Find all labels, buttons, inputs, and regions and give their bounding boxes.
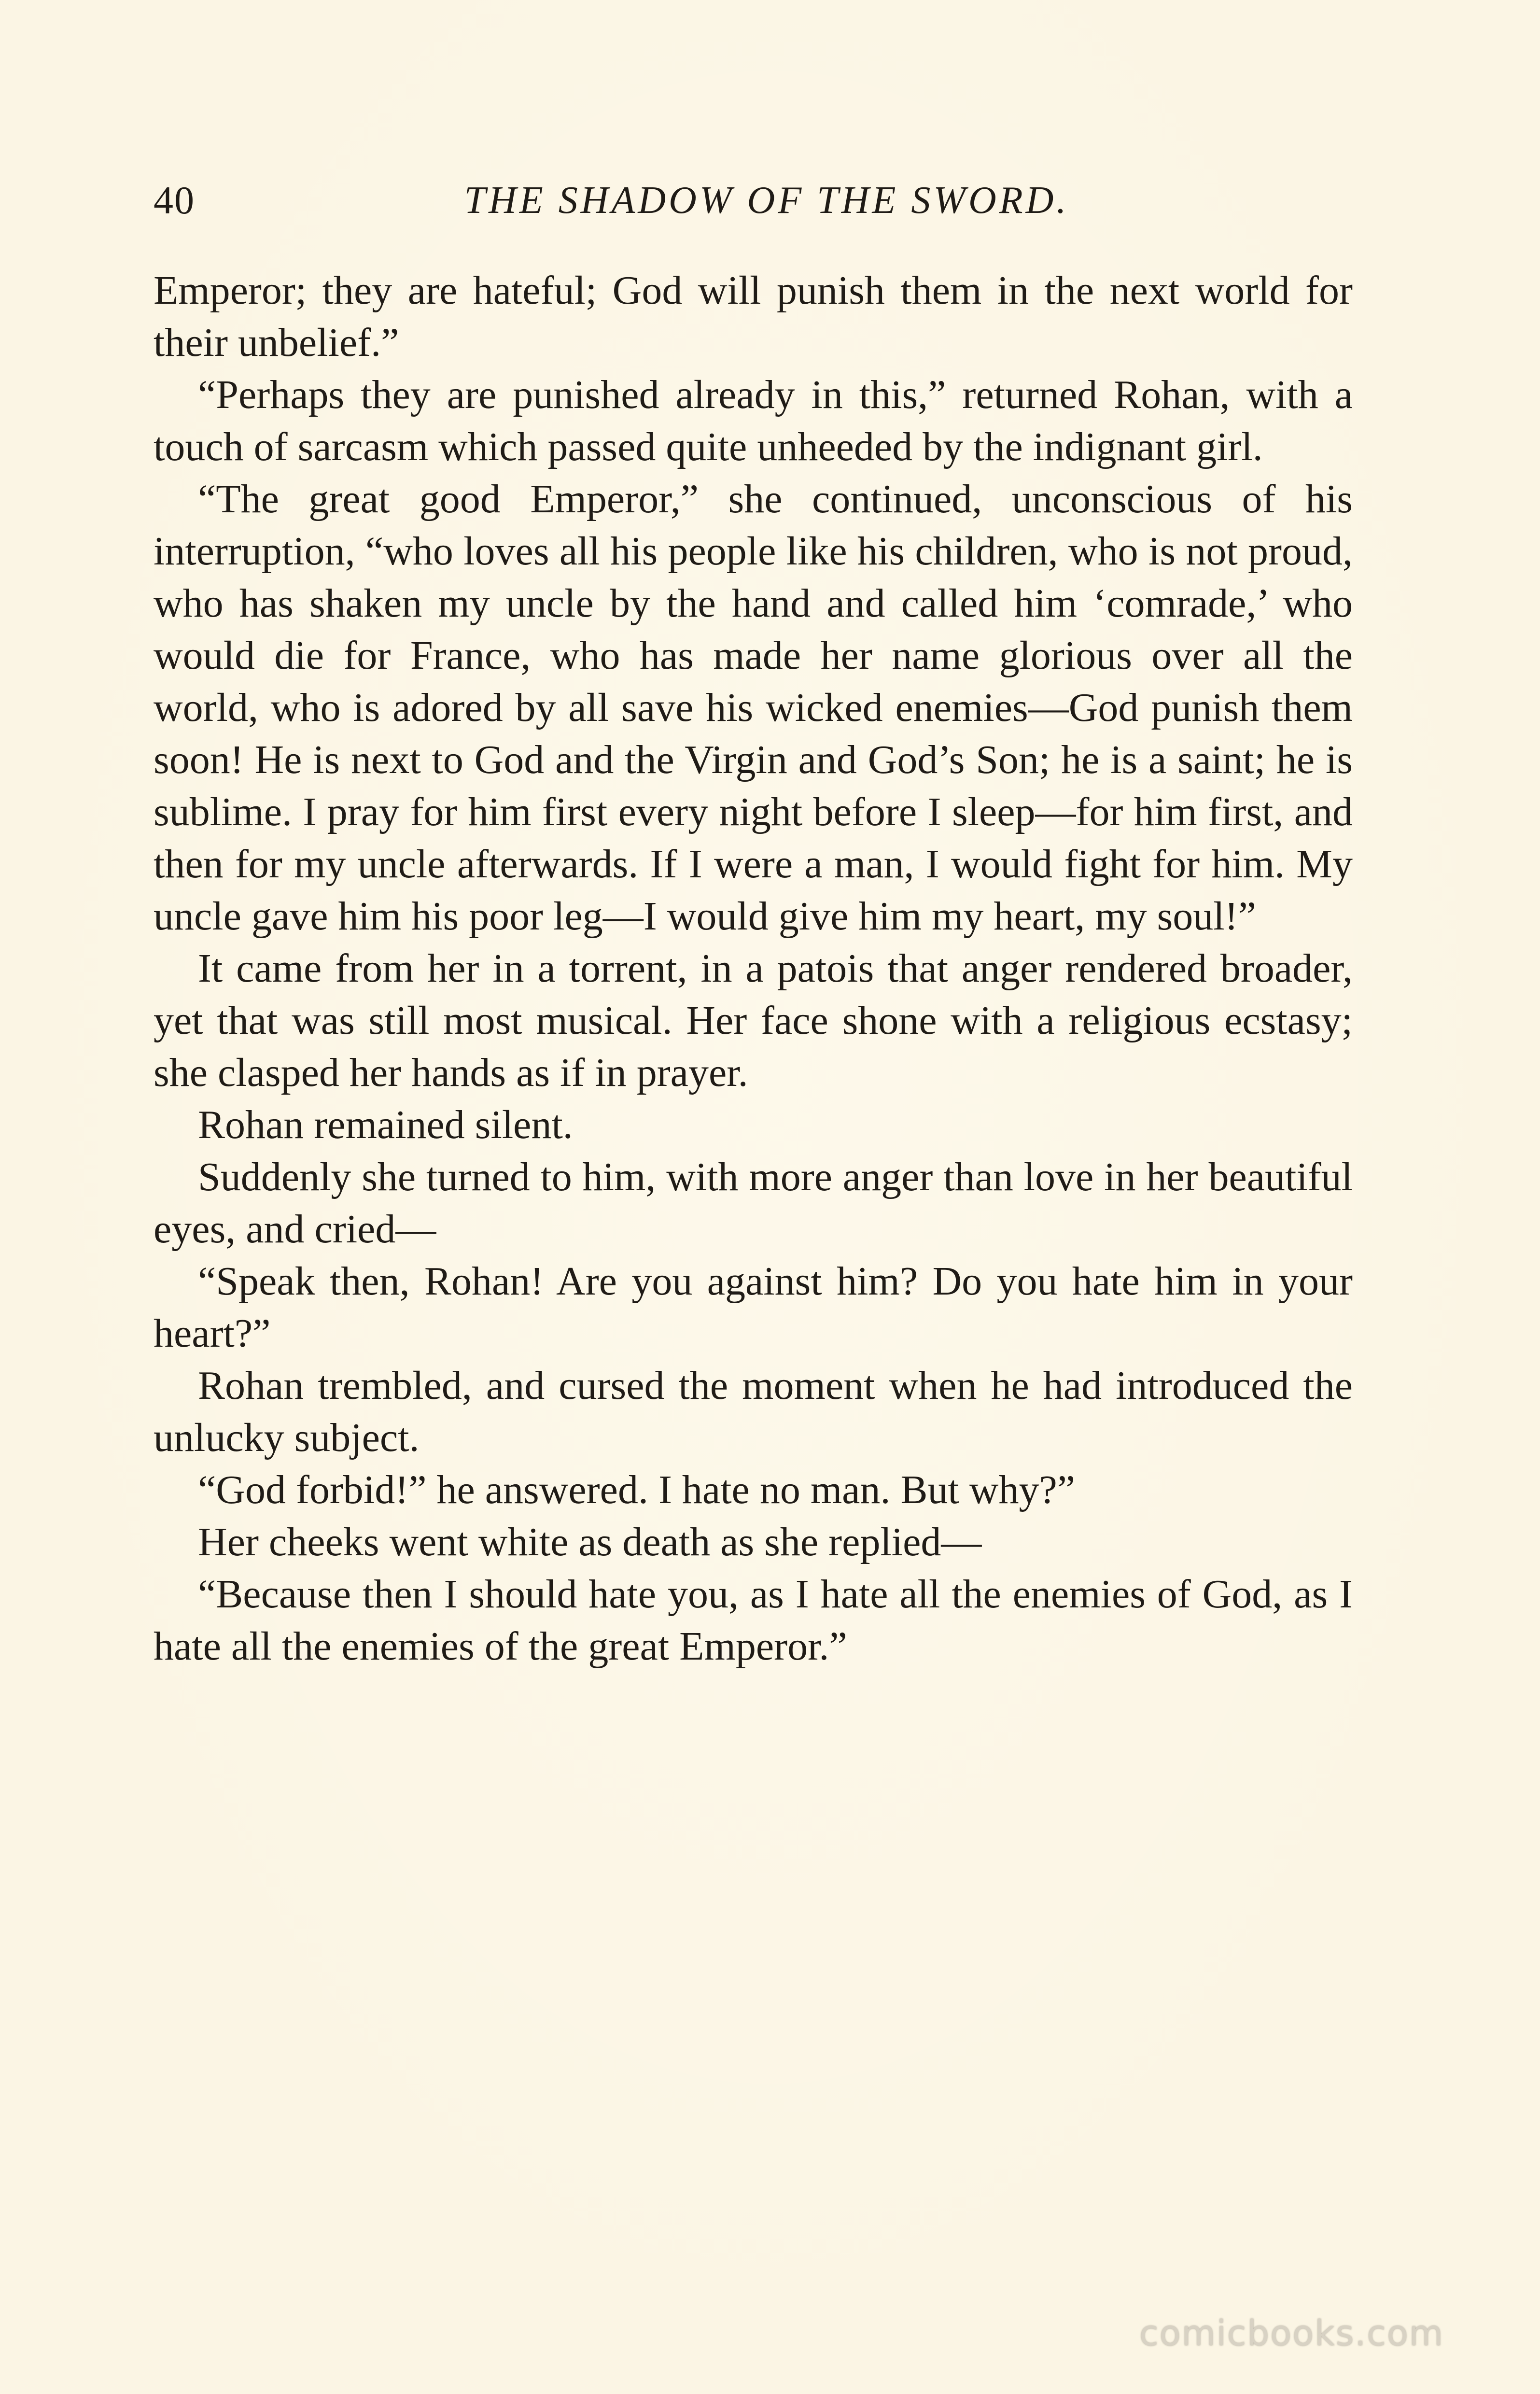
paragraph: “Perhaps they are punished already in this,” returned Rohan, with a touch of sarcasm which passed quite unheeded by the indignant girl.	[154, 372, 1353, 469]
paragraph: “The great good Emperor,” she continued, unconscious of his interruption, “who loves all his people like his children, who is not proud, who has shaken my uncle by the hand and called him ‘comrade,’ who would die for France, who has made her name glorious over all the world, who is adored by all save his wicked enemies—God punish them soon! He is next to God and the Virgin and God’s Son; he is a saint; he is sublime. I pray for him first every night before I sleep—for him first, and then for my uncle afterwards. If I were a man, I would fight for him. My uncle gave him his poor leg—I would give him my heart, my soul!”	[154, 477, 1353, 939]
paragraph: Her cheeks went white as death as she replied—	[198, 1520, 982, 1564]
paragraph: Rohan trembled, and cursed the moment when he had introduced the unlucky subject.	[154, 1363, 1353, 1460]
watermark: comicbooks.com	[1139, 2313, 1444, 2353]
paragraph: “God forbid!” he answered. I hate no man. But why?”	[198, 1467, 1076, 1512]
running-title: THE SHADOW OF THE SWORD.	[464, 179, 1069, 222]
page-number: 40	[154, 178, 195, 222]
paragraph: Emperor; they are hateful; God will punish them in the next world for their unbelief.”	[154, 268, 1353, 365]
paragraph: It came from her in a torrent, in a patois that anger rendered broader, yet that was still most musical. Her face shone with a religious ecstasy; she clasped her hands as if in prayer.	[154, 946, 1353, 1095]
paragraph: “Because then I should hate you, as I hate all the enemies of God, as I hate all the enemies of the great Emperor.”	[154, 1572, 1353, 1669]
page-header	[154, 171, 1351, 229]
paragraph: “Speak then, Rohan! Are you against him? Do you hate him in your heart?”	[154, 1259, 1353, 1356]
paragraph: Rohan remained silent.	[198, 1102, 573, 1147]
body-text	[154, 265, 1353, 1673]
paragraph: Suddenly she turned to him, with more anger than love in her beautiful eyes, and cried—	[154, 1155, 1353, 1252]
